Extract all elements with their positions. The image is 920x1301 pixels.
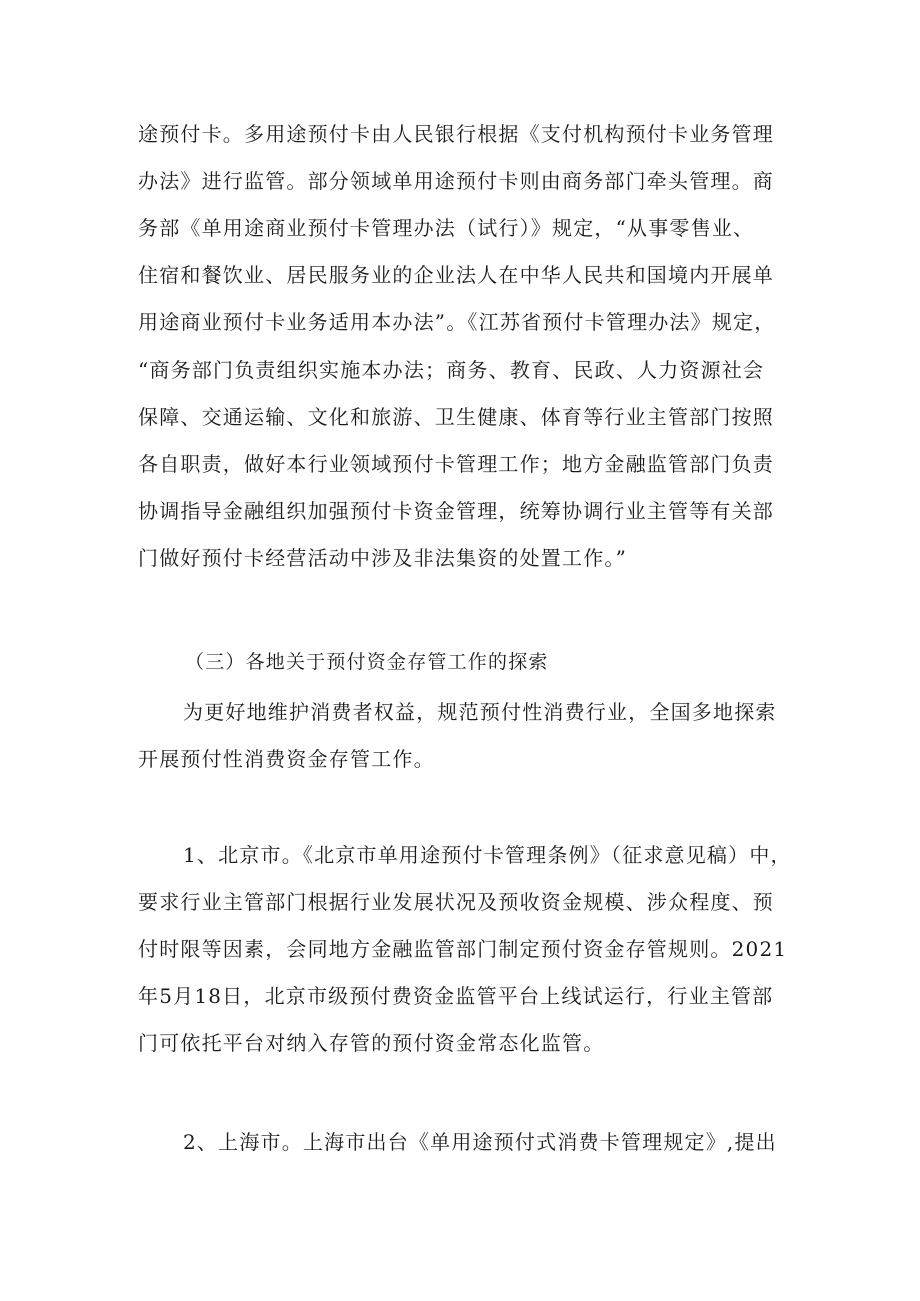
paragraph1-line-8: 各自职责，做好本行业领域预付卡管理工作；地方金融监管部门负责 — [138, 452, 774, 476]
paragraph3-line-3: 付时限等因素，会同地方金融监管部门制定预付资金存管规则。2021 — [138, 937, 788, 961]
paragraph1-line-4: 住宿和餐饮业、居民服务业的企业法人在中华人民共和国境内开展单 — [138, 263, 774, 287]
paragraph1-line-1: 途预付卡。多用途预付卡由人民银行根据《支付机构预付卡业务管理 — [138, 122, 774, 146]
paragraph4-line-1: 2、上海市。上海市出台《单用途预付式消费卡管理规定》,提出 — [183, 1130, 777, 1154]
paragraph1-line-5: 用途商业预付卡业务适用本办法”。《江苏省预付卡管理办法》规定， — [138, 310, 776, 334]
paragraph2-line-1: 为更好地维护消费者权益，规范预付性消费行业，全国多地探索 — [183, 700, 777, 724]
paragraph1-line-7: 保障、交通运输、文化和旅游、卫生健康、体育等行业主管部门按照 — [138, 405, 774, 429]
section-heading: （三）各地关于预付资金存管工作的探索 — [185, 651, 549, 673]
paragraph1-line-3: 务部《单用途商业预付卡管理办法（试行）》规定，“从事零售业、 — [138, 216, 755, 240]
paragraph2-line-2: 开展预付性消费资金存管工作。 — [138, 747, 435, 771]
paragraph1-line-2: 办法》进行监管。部分领域单用途预付卡则由商务部门牵头管理。商 — [138, 169, 774, 193]
paragraph3-line-2: 要求行业主管部门根据行业发展状况及预收资金规模、涉众程度、预 — [138, 890, 774, 914]
paragraph1-line-10: 门做好预付卡经营活动中涉及非法集资的处置工作。” — [138, 546, 628, 570]
paragraph1-line-9: 协调指导金融组织加强预付卡资金管理，统筹协调行业主管等有关部 — [138, 499, 774, 523]
paragraph3-line-1: 1、北京市。《北京市单用途预付卡管理条例》（征求意见稿）中， — [183, 843, 792, 867]
paragraph1-line-6: “商务部门负责组织实施本办法；商务、教育、民政、人力资源社会 — [138, 358, 765, 382]
paragraph3-line-4: 年5月18日，北京市级预付费资金监管平台上线试运行，行业主管部 — [138, 984, 774, 1008]
paragraph3-line-5: 门可依托平台对纳入存管的预付资金常态化监管。 — [138, 1031, 605, 1055]
